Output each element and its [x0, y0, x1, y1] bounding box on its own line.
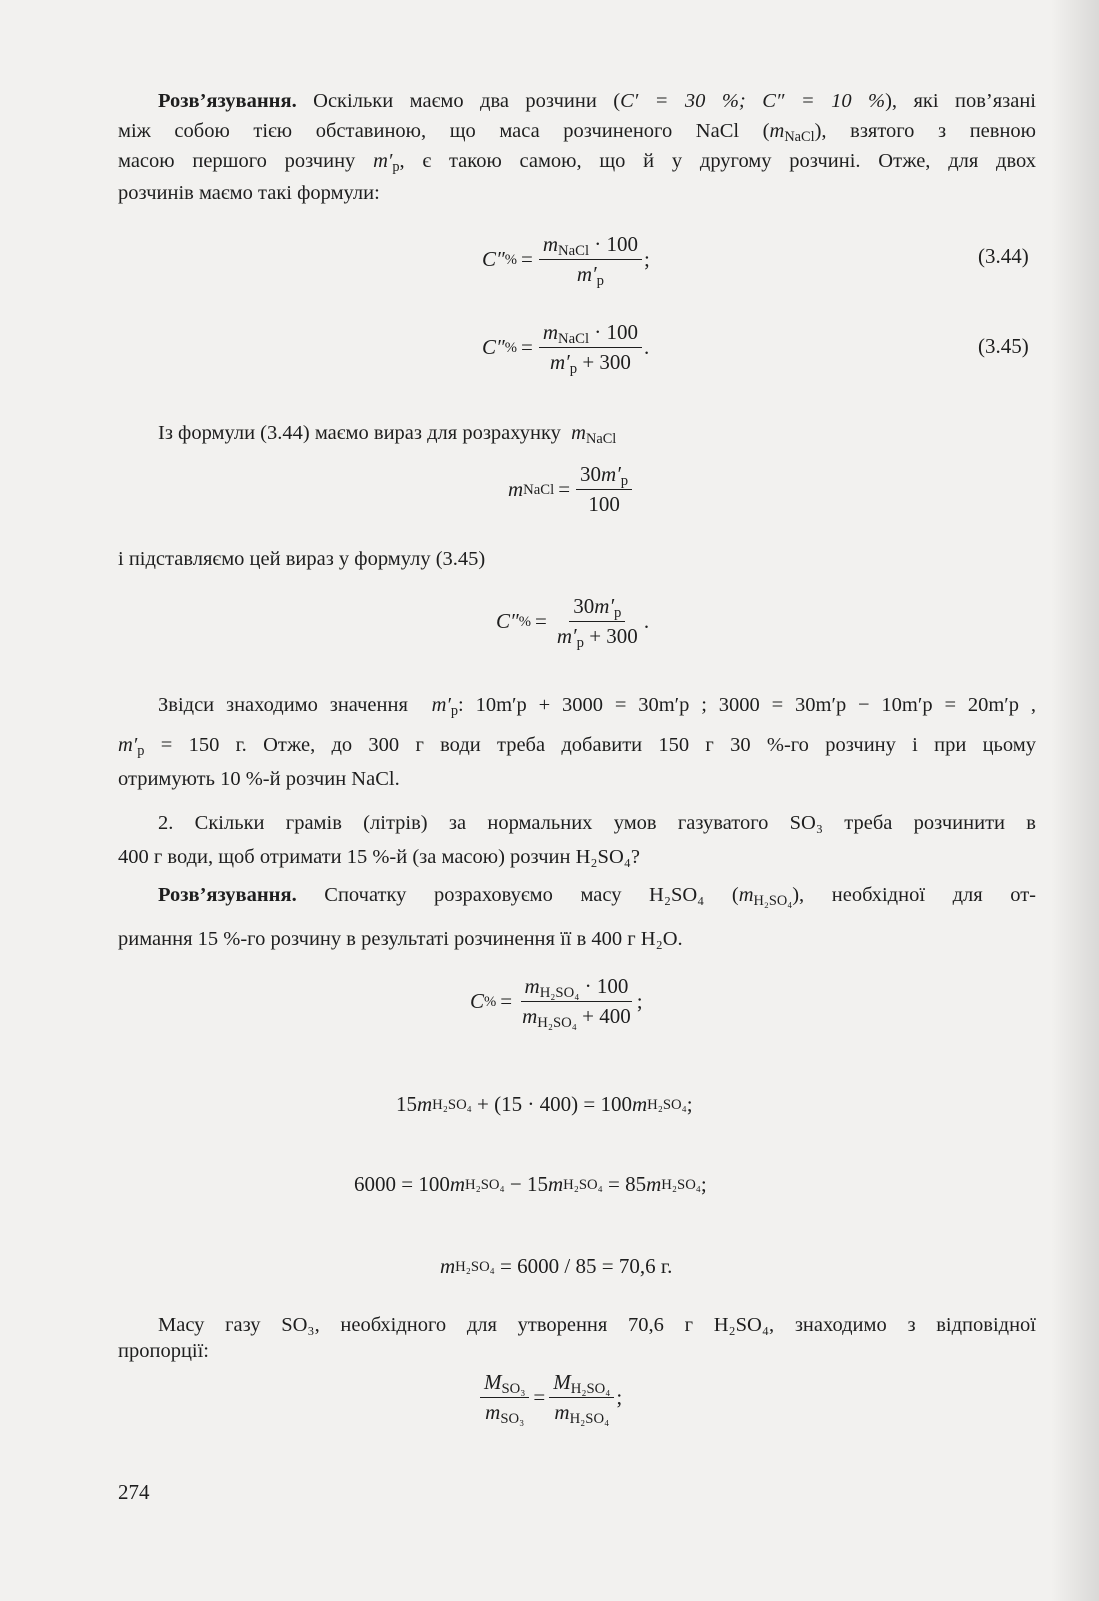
subscript: NaCl: [558, 243, 590, 259]
symbol: m: [554, 1400, 570, 1424]
text: 30: [573, 594, 595, 618]
symbol: m: [522, 1004, 538, 1028]
symbol: M: [484, 1370, 502, 1394]
text: між собою тією обставиною, що маса розчиненого NaCl (: [118, 120, 770, 142]
punctuation: .: [644, 335, 650, 359]
text: + 300: [583, 624, 638, 648]
equation-3-45: C″ % = $\frac{m_{NaCl} \cdot 100}{m'_р + 300}$ .: [482, 320, 650, 377]
fraction: [539, 232, 642, 287]
equation-step-2: 6000 = 100 m H₂SO₄ − 15 m H₂SO₄ = 85 m H₂SO₄ ;: [354, 1172, 707, 1196]
subscript: H₂SO₄: [537, 1015, 577, 1031]
fraction: [480, 1370, 529, 1425]
symbol: C″: [496, 609, 519, 633]
symbol: m: [542, 320, 559, 344]
paragraph-line: римання 15 %-го розчину в результаті розчинення її в 400 г H₂O.: [118, 928, 683, 950]
formula-inline: C″ = 10 %: [762, 90, 886, 112]
formula-inline: m: [738, 884, 754, 906]
formula-inline: : 10m′р + 3000 = 30m′р ; 3000 = 30m′р − 10m′р = 20m′р ,: [458, 694, 1036, 716]
equation-m-nacl: m NaCl = $\frac{30m'_р}{100}$: [508, 462, 634, 517]
symbol: m′: [549, 350, 570, 374]
solution-label: Розв’язування.: [158, 90, 297, 112]
paragraph-line: пропорції:: [118, 1340, 209, 1362]
text: + 400: [576, 1004, 631, 1028]
paragraph-substitute: і підставляємо цей вираз у формулу (3.45): [118, 548, 486, 570]
punctuation: ;: [636, 989, 643, 1013]
punctuation: ;: [686, 1092, 693, 1116]
paragraph-solution-2: [118, 880, 1036, 910]
symbol: m: [440, 1254, 456, 1278]
equals-sign: =: [521, 247, 533, 271]
text: + 300: [577, 350, 631, 374]
text: Спочатку розраховуємо масу H₂SO₄ (: [324, 884, 739, 906]
paragraph-line: отримують 10 %-й розчин NaCl.: [118, 768, 400, 790]
text: = 6000 / 85 = 70,6 г.: [494, 1254, 673, 1278]
subscript: H₂SO₄: [569, 1411, 610, 1427]
subscript: H₂SO₄: [753, 893, 793, 909]
subscript: NaCl: [558, 331, 590, 347]
text: ), необхідної для от-: [792, 884, 1036, 906]
text: Звідси знаходимо значення: [158, 694, 408, 716]
symbol: m: [631, 1092, 648, 1116]
subscript: р: [596, 273, 604, 289]
fraction: [518, 974, 635, 1029]
subscript: р: [450, 703, 459, 719]
page-number: 274: [118, 1480, 150, 1504]
equation-number-3-44: (3.44): [978, 244, 1029, 268]
symbol: m′: [601, 462, 621, 486]
solution-label: Розв’язування.: [158, 884, 297, 906]
equals-sign: =: [500, 989, 513, 1013]
subscript: NaCl: [585, 431, 617, 447]
text: · 100: [589, 232, 639, 256]
punctuation: ;: [644, 247, 650, 271]
symbol: m: [417, 1092, 433, 1116]
formula-inline: m: [571, 422, 586, 444]
fraction: [553, 594, 642, 649]
subscript: SO₃: [500, 1411, 525, 1427]
symbol: M: [553, 1370, 571, 1394]
equation-step-1: 15 m H₂SO₄ + (15 · 400) = 100 m H₂SO₄ ;: [396, 1092, 693, 1116]
equation-number-3-45: (3.45): [978, 334, 1029, 358]
text: · 100: [579, 974, 629, 998]
subscript: NaCl: [784, 129, 815, 145]
text: 6000 = 100: [354, 1172, 450, 1196]
equation-c-substituted: C″ % = $\frac{30m'_р}{m'_р + 300}$ .: [496, 594, 650, 651]
symbol: C″: [482, 247, 505, 271]
formula-inline: m′: [373, 150, 393, 172]
text: , є такою самою, що й у другому розчині. Отже, для двох: [399, 150, 1036, 172]
text: − 15: [504, 1172, 548, 1196]
text: 30: [580, 462, 602, 486]
symbol: C: [470, 989, 485, 1013]
subscript: р: [569, 361, 578, 377]
page-edge-shadow: [1051, 0, 1099, 1601]
subscript: р: [614, 605, 622, 621]
text: · 100: [589, 320, 639, 344]
symbol: m′: [594, 594, 615, 618]
paragraph-solution-1: [118, 86, 1036, 116]
symbol: m′: [576, 262, 597, 286]
symbol: m: [508, 477, 524, 501]
paragraph-formula-ref: [118, 418, 1036, 448]
formula-inline: m: [769, 120, 785, 142]
equation-result: m H₂SO₄ = 6000 / 85 = 70,6 г.: [440, 1254, 673, 1278]
subscript: р: [392, 159, 400, 175]
punctuation: ;: [616, 1385, 623, 1409]
equation-proportion: [478, 1370, 622, 1425]
text: + (15 · 400) = 100: [471, 1092, 632, 1116]
fraction: [576, 462, 632, 517]
equals-sign: =: [521, 335, 533, 359]
problem-2: 2. Скільки грамів (літрів) за нормальних умов газуватого SO₃ треба розчинити в: [158, 812, 1036, 834]
subscript: р: [620, 473, 629, 489]
paragraph-find-mp: [118, 690, 1036, 720]
text: = 150 г. Отже, до 300 г води треба добавити 150 г 30 %-го розчину і при цьому: [144, 734, 1036, 756]
equation-c-h2so4: C % = $\frac{m_{H_2SO_4} \cdot 100}{m_{H_2SO_4} + 400}$ ;: [470, 974, 643, 1031]
symbol: m: [485, 1400, 501, 1424]
equation-3-44: C″ % = $\frac{m_{NaCl} \cdot 100}{m'_р}$ ;: [482, 232, 650, 289]
paragraph-line: [118, 146, 1036, 176]
fraction: [539, 320, 642, 375]
paragraph-line: 400 г води, щоб отримати 15 %-й (за масою) розчин H₂SO₄?: [118, 846, 640, 868]
symbol: m: [449, 1172, 466, 1196]
symbol: m′: [556, 624, 577, 648]
text: 15: [396, 1092, 417, 1116]
formula-inline: C′ = 30 %;: [620, 90, 746, 112]
paragraph-line: [118, 730, 1036, 760]
text: = 85: [602, 1172, 647, 1196]
subscript: SO₃: [501, 1381, 526, 1397]
denominator: 100: [588, 492, 620, 516]
text: ), які пов’язані: [885, 90, 1037, 112]
text: ), взятого з певною: [814, 120, 1036, 142]
symbol: C″: [482, 335, 505, 359]
formula-inline: m′: [118, 734, 138, 756]
symbol: m: [547, 1172, 564, 1196]
subscript: H₂SO₄: [539, 985, 580, 1001]
text: Оскільки маємо два розчини (: [313, 90, 621, 112]
paragraph-proportion: Масу газу SO₃, необхідного для утворення 70,6 г H₂SO₄, знаходимо з відповідної: [158, 1314, 1036, 1336]
text: Із формули (3.44) маємо вираз для розрахунку: [158, 422, 561, 444]
paragraph-line: [118, 116, 1036, 146]
symbol: m: [524, 974, 540, 998]
symbol: m: [646, 1172, 662, 1196]
punctuation: ;: [700, 1172, 707, 1196]
paragraph-line: розчинів маємо такі формули:: [118, 182, 380, 204]
text: масою першого розчину: [118, 150, 356, 172]
fraction: [549, 1370, 614, 1425]
equals-sign: =: [558, 477, 571, 501]
punctuation: .: [643, 609, 650, 633]
subscript: H₂SO₄: [570, 1381, 611, 1397]
equals-sign: =: [535, 609, 547, 633]
equals-sign: =: [533, 1385, 546, 1409]
formula-inline: m′: [431, 694, 451, 716]
subscript: р: [137, 743, 145, 759]
symbol: m: [542, 232, 559, 256]
subscript: р: [576, 635, 584, 651]
